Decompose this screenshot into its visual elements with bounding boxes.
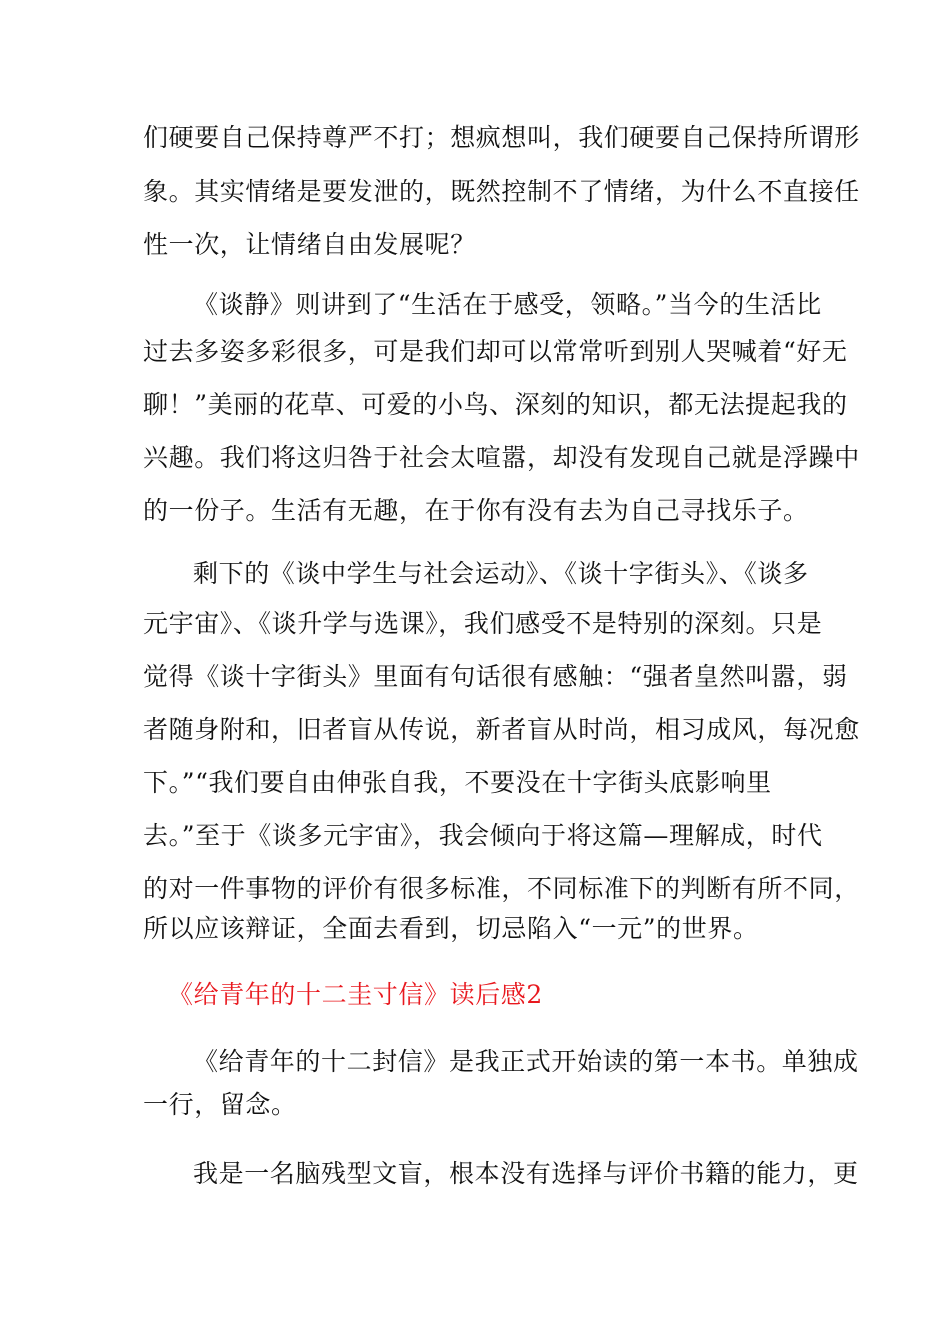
text-line: 的对一件事物的评价有很多标准，不同标准下的判断有所不同， <box>143 874 860 903</box>
text-line: 《给青年的十二封信》是我正式开始读的第一本书。单独成 <box>193 1047 859 1076</box>
text-line: 一行，留念。 <box>143 1090 297 1119</box>
text-line: 去。”至于《谈多元宇宙》，我会倾向于将这篇—理解成，时代 <box>143 821 823 850</box>
text-line: 聊！”美丽的花草、可爱的小鸟、深刻的知识，都无法提起我的 <box>143 390 848 419</box>
text-line: 我是一名脑残型文盲，根本没有选择与评价书籍的能力，更 <box>193 1159 859 1188</box>
text-line: 元宇宙》、《谈升学与选课》，我们感受不是特别的深刻。只是 <box>143 609 823 638</box>
text-line: 们硬要自己保持尊严不打；想疯想叫，我们硬要自己保持所谓形 <box>143 123 860 152</box>
text-line: 剩下的《谈中学生与社会运动》、《谈十字街头》、《谈多 <box>193 559 809 588</box>
text-line: 所以应该辩证，全面去看到，切忌陷入“一元”的世界。 <box>143 914 759 943</box>
text-line: 过去多姿多彩很多，可是我们却可以常常听到别人哭喊着“好无 <box>143 337 848 366</box>
text-line: 象。其实情绪是要发泄的，既然控制不了情绪，为什么不直接任 <box>143 177 860 206</box>
text-line: 觉得《谈十字街头》里面有句话很有感触：“强者皇然叫嚣，弱 <box>143 662 848 691</box>
text-line: 兴趣。我们将这归咎于社会太喧嚣，却没有发现自己就是浮躁中 <box>143 443 860 472</box>
text-line: 下。”“我们要自由伸张自我，不要没在十字街头底影响里 <box>143 768 772 797</box>
text-line: 性一次，让情绪自由发展呢？ <box>143 230 476 259</box>
text-line: 者随身附和，旧者盲从传说，新者盲从时尚，相习成风，每况愈 <box>143 715 860 744</box>
section-heading: 《给青年的十二圭寸信》读后感2 <box>168 980 543 1009</box>
text-line: 的一份子。生活有无趣，在于你有没有去为自己寻找乐子。 <box>143 496 809 525</box>
text-line: 《谈静》则讲到了“生活在于感受，领略。”当今的生活比 <box>193 290 822 319</box>
